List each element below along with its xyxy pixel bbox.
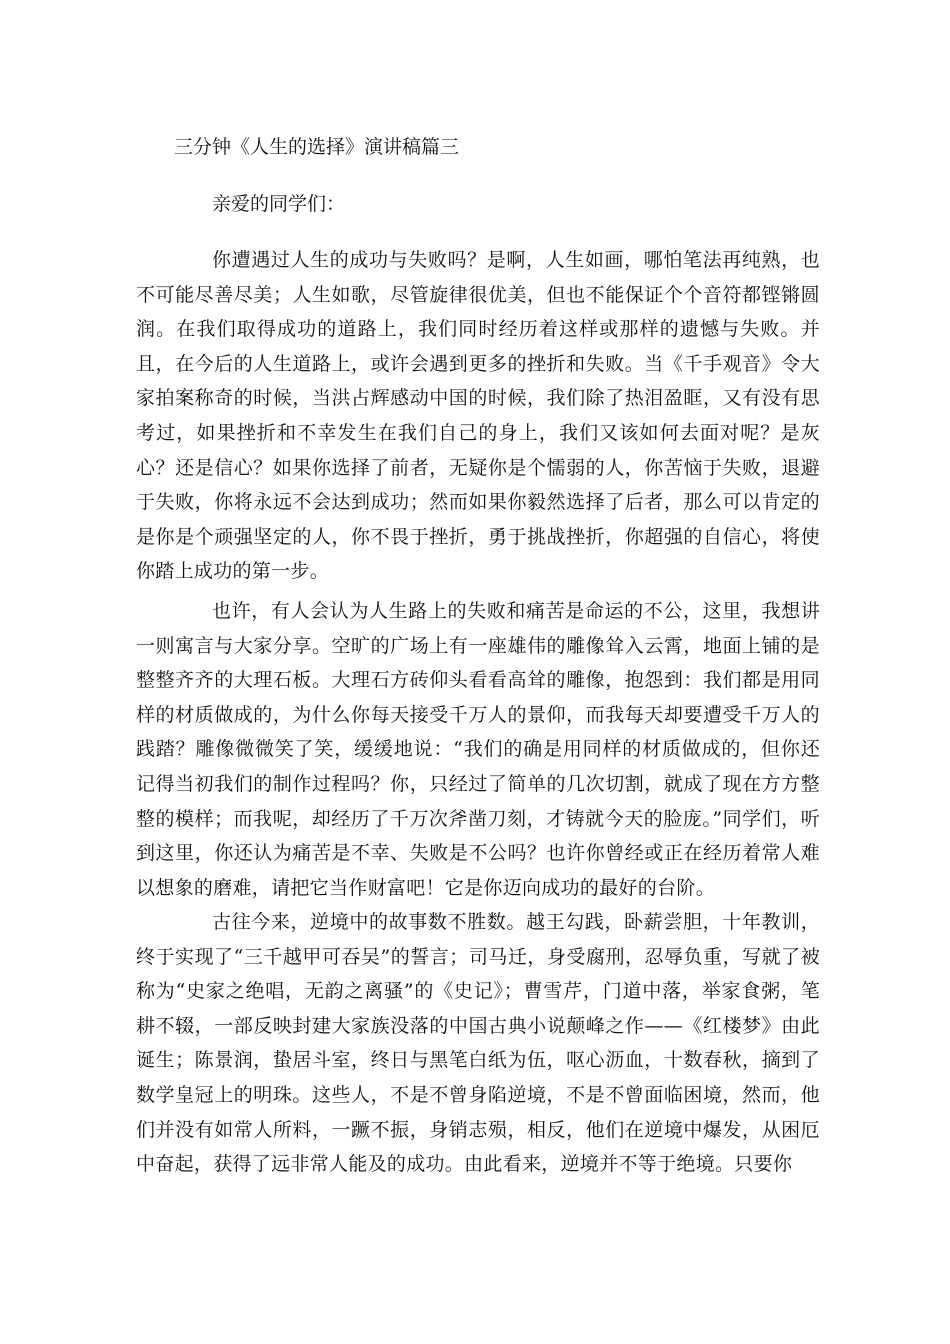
paragraph-3: 古往今来，逆境中的故事数不胜数。越王勾践，卧薪尝胆，十年教训，终于实现了“三千越甲可吞吴”的誓言；司马迁，身受腐刑，忍辱负重，写就了被称为“史家之绝唱，无韵之离骚”的《史记》；曹雪芹，门道中落，举家食粥，笔耕不辍，一部反映封建大家族没落的中国古典小说颠峰之作——《红楼梦》由此诞生；陈景润，蛰居斗室，终日与黑笔白纸为伍，呕心沥血，十数春秋，摘到了数学皇冠上的明珠。这些人，不是不曾身陷逆境，不是不曾面临困境，然而，他们并没有如常人所料，一蹶不振，身销志殒，相反，他们在逆境中爆发，从困厄中奋起，获得了远非常人能及的成功。由此看来，逆境并不等于绝境。只要你: [136, 911, 820, 1176]
document-title: 三分钟《人生的选择》演讲稿篇三: [174, 136, 460, 158]
paragraph-2: 也许，有人会认为人生路上的失败和痛苦是命运的不公，这里，我想讲一则寓言与大家分享。空旷的广场上有一座雄伟的雕像耸入云霄，地面上铺的是整整齐齐的大理石板。大理石方砖仰头看看高耸的雕像，抱怨到：我们都是用同样的材质做成的，为什么你每天接受千万人的景仰，而我每天却要遭受千万人的践踏？雕像微微笑了笑，缓缓地说：“我们的确是用同样的材质做成的，但你还记得当初我们的制作过程吗？你，只经过了简单的几次切割，就成了现在方方整整的模样；而我呢，却经历了千万次斧凿刀刻，才铸就今天的脸庞。”同学们，听到这里，你还认为痛苦是不幸、失败是不公吗？也许你曾经或正在经历着常人难以想象的磨难，请把它当作财富吧！它是你迈向成功的最好的台阶。: [136, 600, 820, 899]
salutation: 亲爱的同学们：: [212, 193, 346, 215]
paragraph-1: 你遭遇过人生的成功与失败吗？是啊，人生如画，哪怕笔法再纯熟，也不可能尽善尽美；人生如歌，尽管旋律很优美，但也不能保证个个音符都铿锵圆润。在我们取得成功的道路上，我们同时经历着这样或那样的遗憾与失败。并且，在今后的人生道路上，或许会遇到更多的挫折和失败。当《千手观音》令大家拍案称奇的时候，当洪占辉感动中国的时候，我们除了热泪盈眶，又有没有思考过，如果挫折和不幸发生在我们自己的身上，我们又该如何去面对呢？是灰心？还是信心？如果你选择了前者，无疑你是个懦弱的人，你苦恼于失败，退避于失败，你将永远不会达到成功；然而如果你毅然选择了后者，那么可以肯定的是你是个顽强坚定的人，你不畏于挫折，勇于挑战挫折，你超强的自信心，将使你踏上成功的第一步。: [136, 249, 820, 583]
